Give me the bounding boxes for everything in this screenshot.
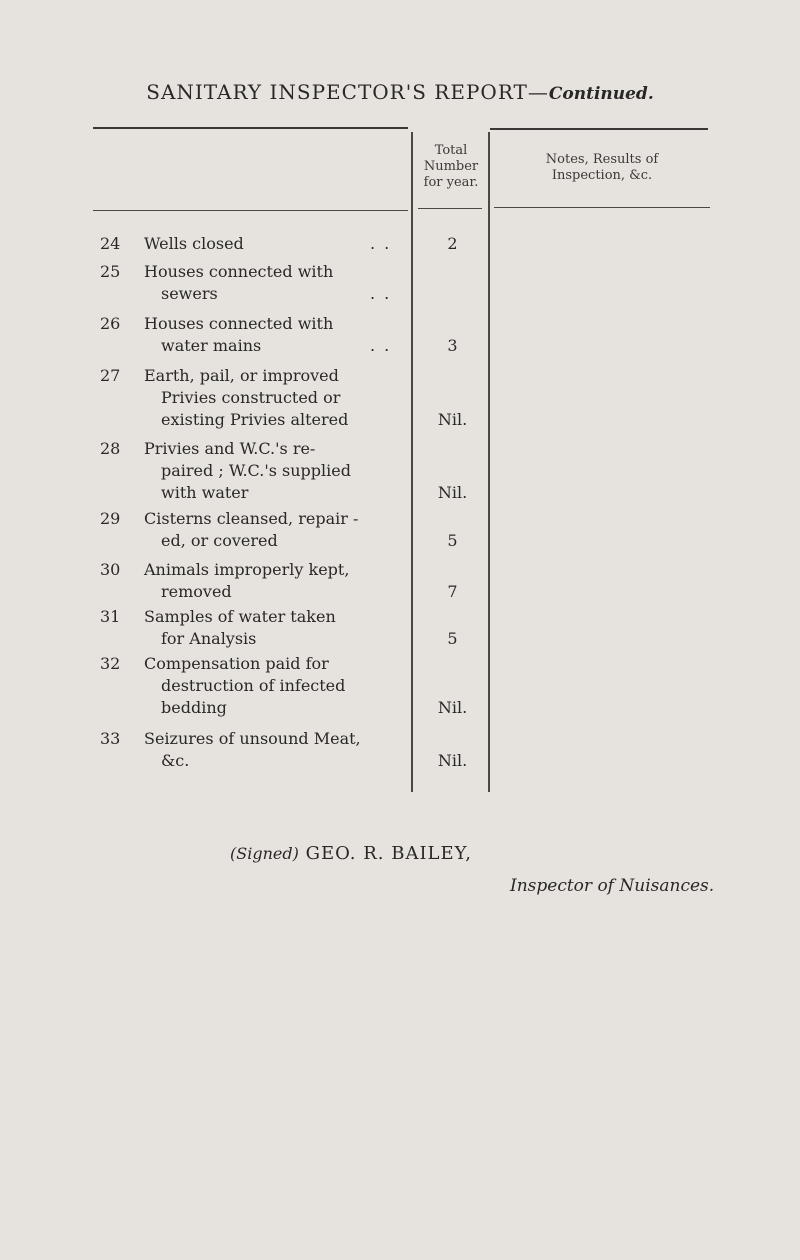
- row-desc-line: Houses connected with: [144, 314, 334, 333]
- signed-label: (Signed): [230, 844, 299, 863]
- row-leader-dots: . .: [370, 284, 392, 303]
- signatory-title: Inspector of Nuisances.: [510, 876, 715, 896]
- row-desc-line: for Analysis: [161, 629, 257, 648]
- column-divider-left: [411, 132, 413, 792]
- row-description: [144, 365, 404, 431]
- row-description: [144, 261, 404, 305]
- header-underline-left: [93, 210, 408, 211]
- row-total: 5: [447, 629, 458, 648]
- row-desc-line: sewers: [161, 284, 218, 303]
- row-desc-line: bedding: [161, 698, 227, 717]
- signatory-name: GEO. R. BAILEY,: [305, 843, 472, 864]
- row-total: Nil.: [437, 751, 468, 770]
- row-desc-line: Cisterns cleansed, repair -: [144, 509, 359, 528]
- signature-line: [230, 843, 472, 864]
- title-continued: Continued.: [548, 84, 654, 104]
- row-desc-line: removed: [161, 582, 232, 601]
- row-desc-line: Privies constructed or: [161, 388, 341, 407]
- header-underline-middle: [418, 208, 482, 209]
- title-main: SANITARY INSPECTOR'S REPORT—: [146, 80, 549, 104]
- row-description: [144, 313, 404, 357]
- total-header-line: Number: [423, 159, 479, 174]
- row-number: 25: [100, 262, 121, 281]
- row-total: 5: [447, 531, 458, 550]
- row-description: [144, 233, 404, 255]
- row-number: 28: [100, 439, 121, 458]
- row-desc-line: &c.: [161, 751, 190, 770]
- row-number: 29: [100, 509, 121, 528]
- row-total: Nil.: [437, 698, 468, 717]
- row-desc-line: Compensation paid for: [144, 654, 329, 673]
- row-desc-line: with water: [161, 483, 249, 502]
- row-description: [144, 653, 404, 719]
- row-desc-line: ed, or covered: [161, 531, 278, 550]
- row-desc-line: Earth, pail, or improved: [144, 366, 339, 385]
- row-total: 3: [447, 336, 458, 355]
- row-desc-line: Seizures of unsound Meat,: [144, 729, 361, 748]
- row-desc-line: Samples of water taken: [144, 607, 336, 626]
- header-underline-right: [494, 207, 710, 208]
- row-description: [144, 508, 404, 552]
- row-number: 27: [100, 366, 121, 385]
- top-rule-right: [490, 128, 708, 130]
- row-total: 2: [447, 234, 458, 253]
- row-total: Nil.: [437, 410, 468, 429]
- row-description: [144, 728, 404, 772]
- row-number: 24: [100, 234, 121, 253]
- row-total: 7: [447, 582, 458, 601]
- row-desc-line: Animals improperly kept,: [144, 560, 350, 579]
- row-desc-line: Privies and W.C.'s re-: [144, 439, 316, 458]
- row-desc-line: destruction of infected: [161, 676, 346, 695]
- total-header-line: for year.: [423, 175, 479, 190]
- row-description: [144, 559, 404, 603]
- notes-column-header: [494, 152, 710, 184]
- notes-header-line: Notes, Results of: [545, 152, 659, 167]
- total-header-line: Total: [434, 143, 468, 158]
- notes-header-line: Inspection, &c.: [551, 168, 653, 183]
- row-description: [144, 606, 404, 650]
- row-desc-line: Houses connected with: [144, 262, 334, 281]
- page-title: [0, 80, 800, 104]
- row-number: 33: [100, 729, 121, 748]
- row-desc-line: water mains: [161, 336, 262, 355]
- row-desc-line: paired ; W.C.'s supplied: [161, 461, 351, 480]
- column-divider-right: [488, 132, 490, 792]
- row-leader-dots: . .: [370, 234, 392, 253]
- row-desc-line: existing Privies altered: [161, 410, 349, 429]
- total-column-header: [413, 143, 489, 191]
- row-number: 30: [100, 560, 121, 579]
- row-description: [144, 438, 404, 504]
- row-total: Nil.: [437, 483, 468, 502]
- row-number: 26: [100, 314, 121, 333]
- top-rule-left: [93, 127, 408, 129]
- row-desc-line: Wells closed: [144, 234, 244, 253]
- row-leader-dots: . .: [370, 336, 392, 355]
- row-number: 31: [100, 607, 121, 626]
- row-number: 32: [100, 654, 121, 673]
